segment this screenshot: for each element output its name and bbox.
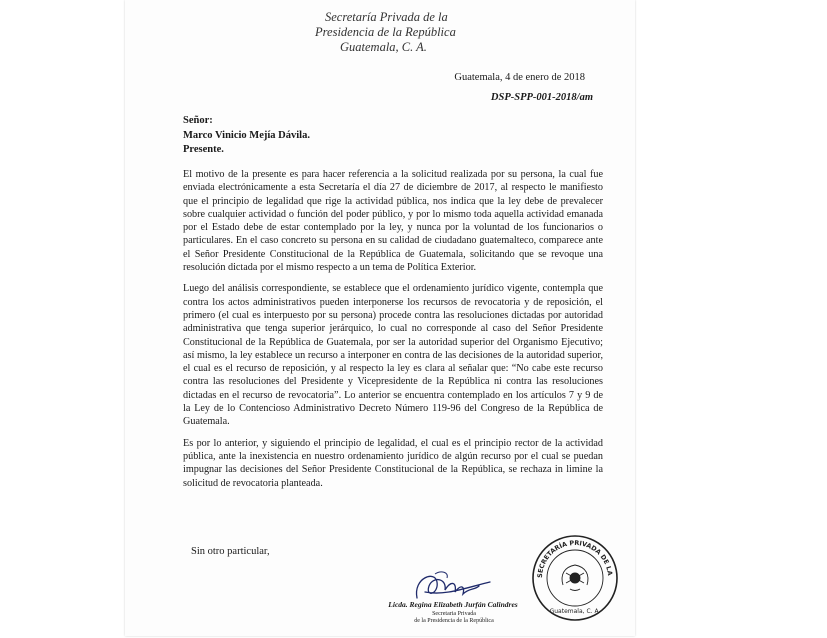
signer-title-line-2: de la Presidencia de la República <box>414 618 494 624</box>
letter-body <box>183 168 603 498</box>
presente: Presente. <box>183 144 224 155</box>
seal-bottom-text: Guatemala, C. A. <box>549 608 601 615</box>
letter-page <box>125 0 635 636</box>
seal-stamp <box>530 533 620 623</box>
salutation: Señor: <box>183 115 213 126</box>
official-seal <box>530 533 620 623</box>
letterhead-line-1: Secretaría Privada de la <box>325 10 448 24</box>
recipient-name: Marco Vinicio Mejía Dávila. <box>183 129 310 141</box>
signer-title-line-1: Secretaria Privada <box>432 611 476 617</box>
paragraph-3: Es por lo anterior, y siguiendo el principio de legalidad, el cual es el principio rector de la actividad pública, ante la inexistencia en nuestro ordenamiento jurídico de algún recurso por el cual se puedan impugnar las decisiones del Señor Presidente Constitucional de la República, se rechaza in limine la solicitud de revocatoria planteada. <box>183 437 603 489</box>
paragraph-1: El motivo de la presente es para hacer referencia a la solicitud realizada por su persona, la cual fue enviada electrónicamente a esta Secretaría el día 27 de diciembre de 2017, al respecto le manifiesto que el principio de legalidad que rige la actividad pública, nos indica que la ley debe de prevalecer sobre cualquier actividad o función del poder público, y por lo mismo toda aquella actividad emanada por el Estado debe de estar contemplado por la ley, y nunca por la voluntad de los funcionarios o particulares. En el caso concreto su persona en su calidad de ciudadano guatemalteco, comparece ante el Señor Presidente Constitucional de la República de Guatemala, solicitando que se revoque una resolución dictada por el mismo respecto a un tema de Política Exterior. <box>183 169 603 274</box>
reference-number: DSP-SPP-001-2018/am <box>490 92 593 103</box>
signer-name: Licda. Regina Elizabeth Jurfán Calindres <box>388 600 518 609</box>
recipient-block <box>183 114 310 158</box>
coat-of-arms-icon <box>562 565 588 591</box>
letterhead <box>315 10 515 55</box>
paragraph-2: Luego del análisis correspondiente, se establece que el ordenamiento jurídico vigente, contempla que contra los actos administrativos pueden interponerse los recursos de revocatoria y de reposición, el primero (el cual es interpuesto por su persona) procede contra las resoluciones dictadas por autoridad administrativa que tenga superior jerárquico, lo cual no corresponde al caso del Señor Presidente Constitucional de la República de Guatemala, por ser la autoridad superior del Organismo Ejecutivo; así mismo, la ley establece un recurso a interponer en contra de las decisiones de la autoridad superior, el cual es el recurso de reposición, y al respecto la ley es clara al señalar que: “No cabe este recurso contra las resoluciones del Presidente y Vicepresidente de la República ni contra las resoluciones dictadas en el recurso de revocatoria”. Lo anterior se encuentra contemplado en los artículos 7 y 9 de la Ley de lo Contencioso Administrativo Decreto Número 119-96 del Congreso de la República de Guatemala. <box>183 283 603 428</box>
svg-text:SECRETARÍA PRIVADA DE LA PRESI <box>530 533 614 578</box>
signer-title <box>380 611 528 625</box>
date-line: Guatemala, 4 de enero de 2018 <box>454 72 585 83</box>
letterhead-line-2: Presidencia de la República <box>315 25 456 39</box>
closing-line: Sin otro particular, <box>191 546 270 557</box>
seal-ring-text: SECRETARÍA PRIVADA DE LA <box>535 538 614 579</box>
letterhead-line-3: Guatemala, C. A. <box>340 40 427 54</box>
